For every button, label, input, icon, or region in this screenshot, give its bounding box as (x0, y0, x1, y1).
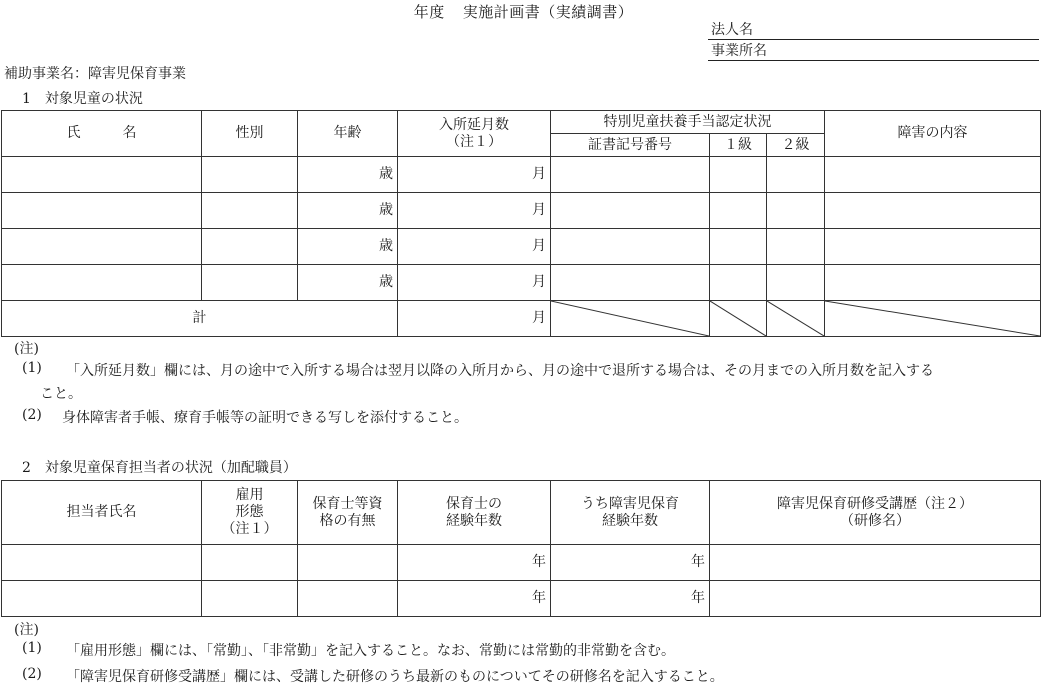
col-header-qualification (298, 481, 398, 545)
grade2-cell[interactable] (767, 157, 825, 193)
experience-cell[interactable] (398, 545, 551, 581)
staff-table (1, 480, 1041, 617)
col-header-experience (398, 481, 551, 545)
col-header-months-line2: （注１） (446, 133, 502, 150)
diagonal-line (767, 301, 824, 336)
table-row (2, 157, 1041, 193)
table-row (2, 581, 1041, 617)
table-row (2, 545, 1041, 581)
s2-note2-num: (2) (22, 666, 42, 682)
s1-note2-num: (2) (22, 407, 42, 423)
age-cell[interactable] (298, 193, 398, 229)
corporation-label: 法人名 (711, 22, 753, 38)
month-unit: 月 (532, 238, 546, 254)
s1-note1-line2: こと。 (40, 386, 82, 402)
months-cell[interactable] (398, 229, 551, 265)
col-header-name: 氏 名 (2, 111, 202, 157)
s1-notes-heading: (注) (14, 341, 39, 357)
cert-cell[interactable] (551, 157, 710, 193)
total-row (2, 301, 1041, 337)
col-header-training-line1: 障害児保育研修受講歴（注２） (777, 495, 973, 512)
months-cell[interactable] (398, 265, 551, 301)
s1-note2: 身体障害者手帳、療育手帳等の証明できる写しを添付すること。 (62, 410, 468, 426)
crossed-cert-cell (551, 301, 710, 337)
crossed-grade1-cell (710, 301, 767, 337)
s2-notes-heading: (注) (14, 622, 39, 638)
disability-cell[interactable] (825, 229, 1041, 265)
col-header-age: 年齢 (298, 111, 398, 157)
age-cell[interactable] (298, 157, 398, 193)
diagonal-line (710, 301, 766, 336)
table-row (2, 229, 1041, 265)
qualification-cell[interactable] (298, 545, 398, 581)
col-header-months (398, 111, 551, 157)
experience-unit: 年 (532, 554, 546, 570)
program-name: 補助事業名：障害児保育事業 (4, 66, 186, 82)
total-month-unit: 月 (532, 310, 546, 326)
cert-cell[interactable] (551, 193, 710, 229)
gender-cell[interactable] (202, 229, 298, 265)
col-header-employment-line1: 雇用 (235, 487, 264, 503)
corporation-field[interactable] (708, 22, 1039, 40)
employment-cell[interactable] (202, 581, 298, 617)
col-header-grade2: ２級 (767, 134, 825, 157)
month-unit: 月 (532, 166, 546, 182)
section2-heading: 2 対象児童保育担当者の状況（加配職員） (22, 460, 297, 476)
grade1-cell[interactable] (710, 157, 767, 193)
gender-cell[interactable] (202, 157, 298, 193)
col-header-disability-experience-line2: 経験年数 (602, 512, 658, 529)
col-header-experience-line1: 保育士の (446, 495, 502, 512)
training-cell[interactable] (710, 545, 1041, 581)
col-header-employment-line3: （注１） (221, 521, 278, 537)
age-cell[interactable] (298, 265, 398, 301)
col-header-employment (202, 481, 298, 545)
col-header-months-line1: 入所延月数 (439, 116, 509, 133)
disability-experience-cell[interactable] (551, 581, 710, 617)
disability-cell[interactable] (825, 193, 1041, 229)
disability-cell[interactable] (825, 157, 1041, 193)
title-main: 実施計画書（実績調書） (462, 3, 634, 21)
age-unit: 歳 (379, 274, 393, 290)
col-header-training-line2: （研修名） (840, 512, 910, 529)
experience-unit: 年 (532, 590, 546, 606)
training-cell[interactable] (710, 581, 1041, 617)
col-header-disability: 障害の内容 (825, 111, 1041, 157)
table-row (2, 265, 1041, 301)
total-months-cell[interactable] (398, 301, 551, 337)
gender-cell[interactable] (202, 265, 298, 301)
office-label: 事業所名 (711, 43, 767, 59)
diagonal-line (825, 301, 1040, 336)
gender-cell[interactable] (202, 193, 298, 229)
month-unit: 月 (532, 274, 546, 290)
col-header-experience-line2: 経験年数 (446, 512, 502, 529)
s1-note1-line1: 「入所延月数」欄には、月の途中で入所する場合は翌月以降の入所月から、月の途中で退所する場合は、その月までの入所月数を記入する (66, 363, 934, 379)
grade1-cell[interactable] (710, 229, 767, 265)
section1-heading: 1 対象児童の状況 (22, 91, 143, 107)
age-unit: 歳 (379, 166, 393, 182)
col-header-qualification-line1: 保育士等資 (312, 495, 383, 512)
disability-experience-unit: 年 (691, 554, 705, 570)
col-header-allowance: 特別児童扶養手当認定状況 (551, 111, 825, 134)
age-cell[interactable] (298, 229, 398, 265)
office-field[interactable] (708, 43, 1039, 61)
name-cell[interactable] (2, 157, 202, 193)
month-unit: 月 (532, 202, 546, 218)
document-title (0, 1, 1047, 22)
grade1-cell[interactable] (710, 265, 767, 301)
col-header-disability-experience (551, 481, 710, 545)
qualification-cell[interactable] (298, 581, 398, 617)
col-header-qualification-line2: 格の有無 (319, 512, 376, 529)
disability-cell[interactable] (825, 265, 1041, 301)
col-header-grade1: １級 (710, 134, 767, 157)
col-header-disability-experience-line1: うち障害児保育 (581, 495, 679, 512)
experience-cell[interactable] (398, 581, 551, 617)
col-header-cert: 証書記号番号 (551, 134, 710, 157)
diagonal-line (551, 301, 709, 336)
crossed-grade2-cell (767, 301, 825, 337)
staff-name-cell[interactable] (2, 581, 202, 617)
grade2-cell[interactable] (767, 229, 825, 265)
grade1-cell[interactable] (710, 193, 767, 229)
employment-cell[interactable] (202, 545, 298, 581)
s1-note1-num: (1) (22, 360, 42, 376)
total-label: 計 (2, 301, 398, 337)
staff-name-cell[interactable] (2, 545, 202, 581)
s2-note2: 「障害児保育研修受講歴」欄には、受講した研修のうち最新のものについてその研修名を記入すること。 (66, 669, 724, 685)
col-header-gender: 性別 (202, 111, 298, 157)
col-header-training (710, 481, 1041, 545)
col-header-staff-name: 担当者氏名 (2, 481, 202, 545)
crossed-disability-cell (825, 301, 1041, 337)
grade2-cell[interactable] (767, 265, 825, 301)
age-unit: 歳 (379, 238, 393, 254)
children-table (1, 110, 1041, 337)
cert-cell[interactable] (551, 265, 710, 301)
name-cell[interactable] (2, 193, 202, 229)
months-cell[interactable] (398, 193, 551, 229)
cert-cell[interactable] (551, 229, 710, 265)
months-cell[interactable] (398, 157, 551, 193)
age-unit: 歳 (379, 202, 393, 218)
grade2-cell[interactable] (767, 193, 825, 229)
name-cell[interactable] (2, 229, 202, 265)
disability-experience-cell[interactable] (551, 545, 710, 581)
col-header-employment-line2: 形態 (235, 504, 264, 520)
s2-note1-num: (1) (22, 640, 42, 656)
s2-note1: 「雇用形態」欄には、「常勤」、「非常勤」を記入すること。なお、常勤には常勤的非常勤を含む。 (66, 643, 675, 659)
name-cell[interactable] (2, 265, 202, 301)
title-year: 年度 (413, 3, 445, 21)
table-row (2, 193, 1041, 229)
disability-experience-unit: 年 (691, 590, 705, 606)
